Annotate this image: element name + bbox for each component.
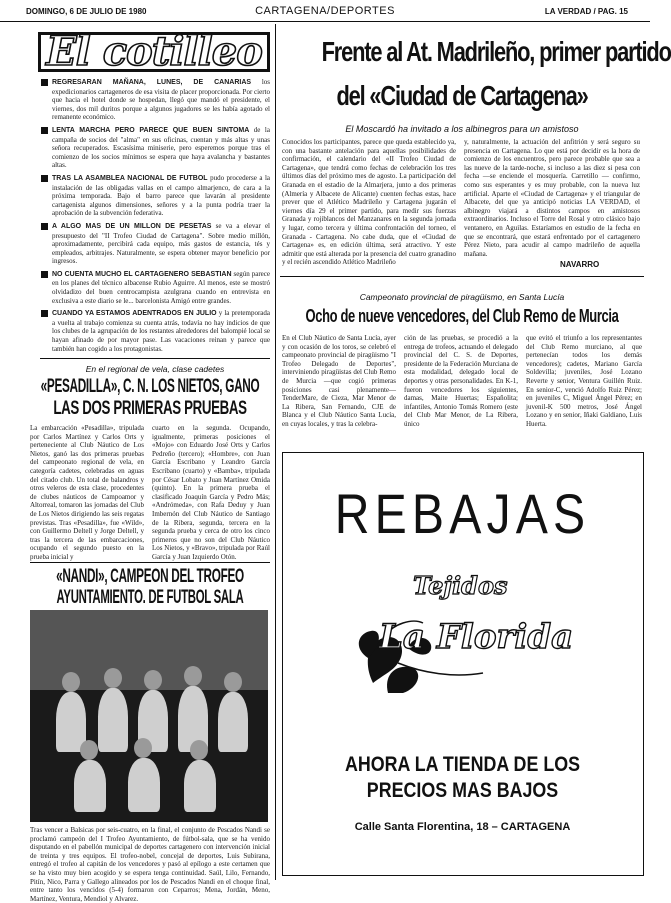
divider	[40, 358, 270, 359]
author-signature: NAVARRO	[560, 260, 600, 269]
bullet-square-icon	[41, 271, 48, 278]
divider	[30, 562, 270, 563]
cotilleo-item: A ALGO MAS DE UN MILLON DE PESETAS se va a elevar el presupuesto del "II Trofeo Ciudad de Cartagena". Sobre medio millón, aproximadamente, percibirá cada equipo, más gastos de estancia, tés y empleados, arbitrajes. Naturalmente, se espera obtener mayor beneficio por ingresos.	[40, 222, 270, 266]
page-number: LA VERDAD / PAG. 15	[544, 7, 628, 16]
ad-slogan-line2: PRECIOS MAS BAJOS	[366, 779, 559, 802]
column-divider	[275, 24, 276, 880]
bullet-square-icon	[41, 79, 48, 86]
bullet-square-icon	[41, 223, 48, 230]
madrileno-col2: y, naturalmente, la actuación del anfitrión y será seguro su presencia en Cartagena. Lo que está por decidir es la hora de comienzo de los encuentros, pero parece probable que sea a las nueve de la tarde-noche, si incluso a las diez si pesa con fecha —se enciende el mosquería. Carretillo — confirmo, como sus esperantes y es muy probable, con la nueva luz artificial. Aparte el «Ciudad de Cartagena» y el triangular de Albacete, del que ya anticipó noticias LA VERDAD, el albinegro viajará a distintos campos en amistosos extraordinarios. Incluso el Torre del Rosal y otro clásico bajo ventanero, en Aguilas. Estaríamos en estudio de la fecha en que se encontrará, que estará enfrentado por el cartagenero Pérez Nieto, para acudir al campo madrileño de aquella mañana.	[464, 138, 640, 258]
vela-title-line1: «PESADILLA», C. N. LOS NIETOS, GANO	[40, 376, 260, 397]
vela-kicker: En el regional de vela, clase cadetes	[85, 364, 225, 374]
cotilleo-item: TRAS LA ASAMBLEA NACIONAL DE FUTBOL pudo procederse a la instalación de las obligadas vallas en el campo almarjenco, de cara a la próxima temporada. Bajo el barro parece que lavarán al presidente cartagenista algunos dimensiones, señores y a la punta podría traer la aprobación de la subvención federativa.	[40, 174, 270, 218]
ad-headline: REBAJAS	[334, 482, 591, 545]
issue-date: DOMINGO, 6 DE JULIO DE 1980	[26, 7, 147, 16]
cotilleo-item: LENTA MARCHA PERO PARECE QUE BUEN SINTOMA de la campaña de socios del "alma" en sus oficinas, cuentan y más altas y unas señora recuperados. Escasísima miniserie, pero esperemos porque tras el comienzo de los socios mínimos se espera que haya avalancha y bastantes altas.	[40, 126, 270, 170]
vela-col2: cuarto en la segunda. Ocupando, igualmente, primeras posiciones el «Mojo» con Eduardo José Orts y Carlos Pedreño (tercero); «Hombre», con Juan García Escribano y Leandro García Escribano (cuarto) y «Bamba», tripulada por César Lobato y Juan Martínez Omida (quinto). En la primera prueba el clasificado Joaquín García y Pedro Más; «Andrómeda», con Rafa Deduy y Juan Imbernón del Club Náutico de Santiago de la Ribera, segunda, tercera en la segunda prueba y cerca de otro los cinco primeros que no son del Club Náutico Los Nietos, y «Bravo», tripulada por Raúl García y Juan Izquierdo Otón.	[152, 424, 270, 561]
piragua-col2: ción de las pruebas, se procedió a la entrega de trofeos, actuando el delegado provincial del C. S. de Deportes, presidente de la Federación Murciana de esta modalidad, delegado local de deportes y otras personalidades. En K-1, fueron vencedores los siguientes, damas, Maite Huertas; Españolita; infantiles, Antonio Tomás Romero (este del Club Mar Menor, de La Ribera, único	[404, 334, 518, 428]
piragua-title: Ocho de nueve vencedores, del Club Remo de Murcia	[305, 306, 619, 326]
vela-title-line2: LAS DOS PRIMERAS PRUEBAS	[53, 398, 247, 419]
advertisement	[282, 452, 644, 876]
ad-brand-line1: Tejidos	[413, 571, 508, 600]
cotilleo-title: El cotilleo	[38, 32, 270, 72]
cotilleo-item: CUANDO YA ESTAMOS ADENTRADOS EN JULIO y la pretemporada a vuelta al trabajo comienza su cuenta atrás, todavía no hay indicios de que los clubes de la agrupación de los restantes alrededores del balompié local se hayan afinado de por mayor pase. Las vacaciones reinan y parece que también han cogido a los protagonistas.	[40, 309, 270, 353]
madrileno-headline: Frente al At. Madrileño, primer partido del «Ciudad de Cartagena»	[321, 36, 671, 111]
nandi-caption: Tras vencer a Balsicas por seis-cuatro, en la final, el conjunto de Pescados Nandi se proclamó campeón del I Trofeo Ayuntamiento, de fútbol-sala, que se ha venido disputando en el pabellón municipal de deportes cartagenero con intervención inicial de treinta y tres equipos. El trofeo-nobel, concejal de deportes, Luis Subirana, entregó el trofeo al capitán de los vencedores y pasó al epílogo a este certamen que se ha visto muy bien acogido y se espera tenga continuidad. Saúl, Lilo, Fernando, Pitín, Nico, Parra y Gallego alineados por los de Pescados Nandi en el choque final, entre tanto los vencidos (5-4) formaron con Ceparros; Mena, Jordán, Meno, Martínez, Ventura, Mendiol y Alvarez.	[30, 826, 270, 903]
piragua-col3: que evitó el triunfo a los representantes del Club Remo murciano, al que pertenecían todos los demás vencedores); cadetes, Mariano García Soldevilla; juveniles, José Lozano Reverte y senior, Ventura Guillén Ruiz. En senior-C, venció Adolfo Ruiz Pérez; en juveniles C, Miguel Ángel Pérez; en juvenil-K 500 metros, José Ángel Lozano y en senior, Iñaki Galdiano, Luis Huerta.	[526, 334, 642, 428]
madrileno-col1: Conocidos los participantes, parece que queda establecido ya, con una bastante antelación para aquellas posibilidades de confirmación, el calendario del «II Trofeo Ciudad de Cartagena», que tendrá como fechas de celebración los tres últimos días del próximo mes de agosto. La participación del Granada en el estadio de la Almarjera, junto a dos primeras (Almería y Albacete de Alicante) cuenten fechas estas, hace prever que el Atlético Madrileño y Cartagena jugarán el viernes día 29 el primer partido, para medir sus fuerzas Granada y rojiblancos del Manzanares en la segunda jornada y lugar, como tercera y última confrontación del torneo, el Granada - Cartagena. No cabe duda, que el «Ciudad de Cartagena» es, en edición última, será atractivo. Y este admitir que está alterada por la presencia del cuatro granadino y el recién ascendido Atlético Madrileño	[282, 138, 456, 267]
page-header	[0, 0, 650, 22]
ad-address: Calle Santa Florentina, 18 – CARTAGENA	[354, 821, 571, 833]
piragua-col1: En el Club Náutico de Santa Lucía, ayer y con ocasión de los toros, se celebró el campeonato provincial de piragüismo "I Trofeo Delegado de Deportes", interviniendo piragüistas del Club Remo de Murcia —que cogió primeras posiciones casi plenamente— TenderMare, de Cieza, Mar Menor de La Ribera, San Fernando, CJE de Blanca y el Club Náutico Santa Lucía, en cuyas locales, y tras la celebra-	[282, 334, 396, 428]
bullet-square-icon	[41, 310, 48, 317]
bullet-square-icon	[41, 127, 48, 134]
cotilleo-item: NO CUENTA MUCHO EL CARTAGENERO SEBASTIAN según parece en los planes del técnico albacense Rubio Aguirre. Al menos, este se mostró olvidadizo del buen centrocampista azulgrana cuando en entrevista en exclusiva a este diario se le... barcelonista Amigó entre grandes.	[40, 270, 270, 305]
piragua-kicker: Campeonato provincial de piragüismo, en Santa Lucía	[359, 292, 565, 302]
section-name: CARTAGENA/DEPORTES	[255, 5, 395, 17]
vela-col1: La embarcación «Pesadilla», tripulada por Carlos Martínez y Carlos Orts y perteneciente al Club Náutico de Los Nietos, ganó las dos primeras pruebas del campeonato regional de vela, en categoría cadetes, celebradas en aguas del citado club. Un total de balandros y otros veleros de esta clase, procedentes de clubes náuticos de Campoamor y Altorreal, tomaron las jornadas del Club de Los Nietos dirigiendo las seis regatas previstas. Tras «Pesadilla», fue «Wild», con Guillermo Deltell y Jorge Deltell, y tras la tercera de las embarcaciones, ocupando el segundo puesto en la prueba inicial y	[30, 424, 144, 561]
cotilleo-items	[40, 78, 270, 357]
ad-slogan-line1: AHORA LA TIENDA DE LOS	[344, 753, 581, 776]
nandi-title-line1: «NANDI», CAMPEON DEL TROFEO	[56, 566, 244, 587]
divider	[280, 276, 644, 277]
nandi-title-line2: AYUNTAMIENTO. DE FUTBOL SALA	[56, 587, 244, 608]
team-photo	[30, 610, 268, 822]
cotilleo-item: REGRESARAN MAÑANA, LUNES, DE CANARIAS los expedicionarios cartageneros de esa visita de placer proporcionada. Por cierto que hacia el hotel donde se hospedan, llegó que mandó el presidente, el viernes, dos mil duritos porque a algunos jugadores se les había agotado el remanente económico.	[40, 78, 270, 122]
bullet-square-icon	[41, 175, 48, 182]
ad-brand-line2: La Florida	[379, 617, 574, 657]
madrileno-subtitle: El Moscardó ha invitado a los albinegros para un amistoso	[345, 124, 579, 134]
